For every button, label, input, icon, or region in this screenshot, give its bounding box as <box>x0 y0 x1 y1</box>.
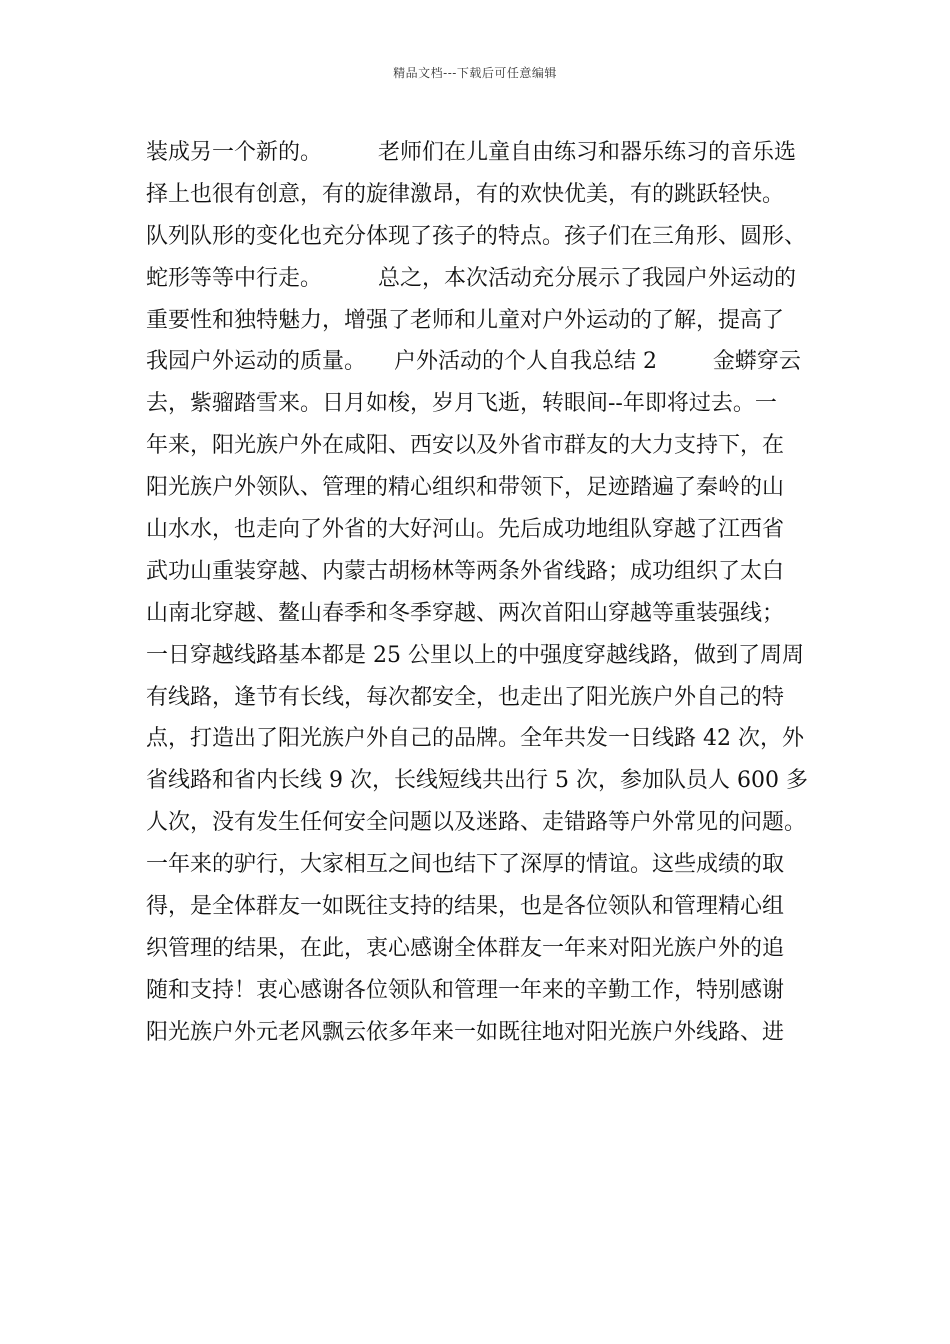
text-line: 省线路和省内长线 9 次，长线短线共出行 5 次，参加队员人 600 多 <box>146 768 808 794</box>
text-line: 我园户外运动的质量。 户外活动的个人自我总结 2 金蟒穿云 <box>146 349 801 375</box>
text-line: 年来，阳光族户外在咸阳、西安以及外省市群友的大力支持下，在 <box>146 433 785 459</box>
text-line: 人次，没有发生任何安全问题以及迷路、走错路等户外常见的问题。 <box>146 810 807 836</box>
text-line: 有线路，逢节有长线，每次都安全，也走出了阳光族户外自己的特 <box>146 684 785 710</box>
text-line: 山水水，也走向了外省的大好河山。先后成功地组队穿越了江西省 <box>146 517 785 543</box>
page-header: 精品文档---下载后可任意编辑 <box>393 66 557 80</box>
text-line: 武功山重装穿越、内蒙古胡杨林等两条外省线路；成功组织了太白 <box>146 558 785 584</box>
text-line: 织管理的结果，在此，衷心感谢全体群友一年来对阳光族户外的追 <box>146 935 785 961</box>
text-line: 队列队形的变化也充分体现了孩子的特点。孩子们在三角形、圆形、 <box>146 223 807 249</box>
text-line: 装成另一个新的。 老师们在儿童自由练习和器乐练习的音乐选 <box>146 140 796 165</box>
text-line: 山南北穿越、鳌山春季和冬季穿越、两次首阳山穿越等重装强线； <box>146 600 785 626</box>
text-line: 得，是全体群友一如既往支持的结果，也是各位领队和管理精心组 <box>146 894 785 920</box>
text-line: 去，紫骝踏雪来。日月如梭，岁月飞逝，转眼间--年即将过去。一 <box>146 391 777 417</box>
text-line: 蛇形等等中行走。 总之，本次活动充分展示了我园户外运动的 <box>146 265 796 291</box>
text-line: 点，打造出了阳光族户外自己的品牌。全年共发一日线路 42 次，外 <box>146 726 804 752</box>
text-line: 阳光族户外元老风飘云依多年来一如既往地对阳光族户外线路、进 <box>146 1019 785 1045</box>
text-line: 随和支持！衷心感谢各位领队和管理一年来的辛勤工作，特别感谢 <box>146 977 785 1003</box>
text-line: 择上也很有创意，有的旋律激昂，有的欢快优美，有的跳跃轻快。 <box>146 181 785 207</box>
text-line: 重要性和独特魅力，增强了老师和儿童对户外运动的了解，提高了 <box>146 307 785 333</box>
text-line: 一日穿越线路基本都是 25 公里以上的中强度穿越线路，做到了周周 <box>146 642 804 668</box>
text-line: 一年来的驴行，大家相互之间也结下了深厚的情谊。这些成绩的取 <box>146 852 785 878</box>
body-text <box>146 132 836 1054</box>
text-line: 阳光族户外领队、管理的精心组织和带领下，足迹踏遍了秦岭的山 <box>146 475 785 501</box>
